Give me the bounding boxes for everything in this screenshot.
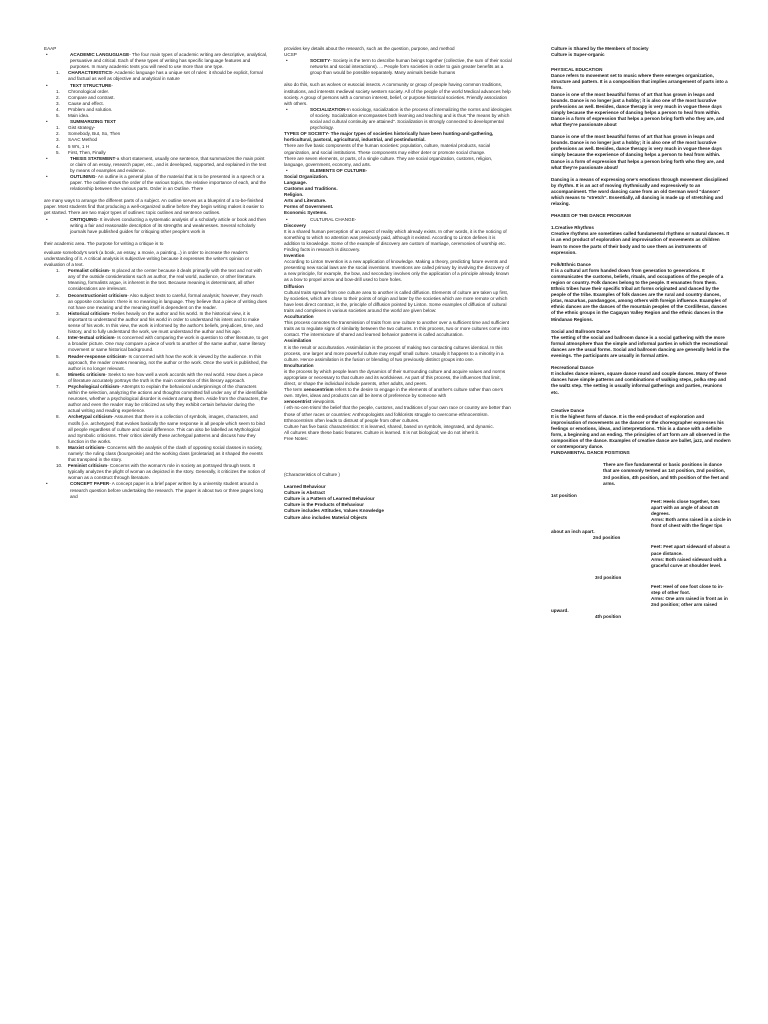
term: TYPES OF SOCIETY [284, 131, 328, 137]
section-heading: UCSP [284, 52, 297, 58]
item-description: - Is placed at the center because it deals primarily with the text and not with any of the outside considerations such as author, the real world, audience, or other literature. Meaning, formalists argue, is inherent in the text. Because meaning is determinant, all other considerations are irrelevant. [68, 268, 262, 292]
bold-line: Customs and Traditions. [284, 186, 338, 192]
item-description: First, Then, Finally [68, 149, 106, 155]
list-number: 5. [56, 353, 60, 359]
item-description: - Also subject texts to careful, formal analysis; however, they reach an opposite conclusion: there is no meaning in language. They believe that a piece of writing does not have one meaning and the meaning itself is dependent on the reader. [68, 292, 268, 310]
list-number: 3. [56, 100, 60, 106]
list-number: 4. [56, 335, 60, 341]
paragraph: Creative Dance [551, 407, 585, 413]
paragraph: Recreational Dance [551, 365, 594, 371]
item-description: - [111, 82, 113, 88]
item-title: Mimetic criticism [68, 371, 106, 377]
bullet-item [284, 217, 512, 223]
item-title: Reader-response criticism [68, 353, 126, 359]
item-title: OUTLINING [70, 173, 96, 179]
paragraph: Culture is Shared by the Members of Society [551, 46, 649, 51]
bullet-marker: • [46, 216, 48, 222]
paragraph: The setting of the social and ballroom dance is a social gathering with the more formal atmosphere than the simple and informal parties in which the recreational dances are the usual forms. Social and ballroom dancing are generally held in the evenings. The participants are usually in formal attire. [551, 334, 730, 359]
numbered-item [44, 372, 268, 384]
column-eaap [44, 46, 268, 500]
paragraph: It is the result or acculturation. Assimilation is the process of making two contacting cultures identical. In this process, one larger and more powerful culture may engulf small culture. Usually it happens to a minority in a culture. Hence assimilation is the fusion or blending of two previously distinct groups into one. [284, 344, 504, 362]
item-text [68, 335, 268, 353]
bold-line: Enculturation [284, 362, 314, 368]
paragraph: Dance is one of the most beautiful forms of art that has grown in leaps and bounds. Dance is no longer just a hobby; it is also one of the most lucrative professions as well. Besides, dance therapy is very much in vogue these days simply because the experience of dancing helps a person to heal from within. Dance is a form of expression that helps a person bring forth who they are, and what they're passionate about [551, 91, 725, 128]
column-ucsp [284, 46, 512, 521]
item-description: - It involves conducting a systematic analysis of a scholarly article or book and then writing a fair and reasonable description of its strengths and weaknesses. Several scholarly journals have published guides for critiquing other people's work in [70, 216, 267, 234]
numbered-item [44, 463, 268, 481]
position-description: Arms: Both raised sideward with a graceful curve at shoulder level. [651, 556, 727, 568]
paragraph: There are five basic components of the human societies: population, culture, material products, social organization, and social institutions. These components may either deter or promote social change. [284, 143, 491, 155]
paragraph: It is a shared human perception of an aspect of reality which already exists. In other words, it is the noticing of something to which no attention was previously paid, although it existed. According to Linton defines it is addition to knowledge. Some of the example of discovery are custom of marriage, ceremonies of worship etc. Finding facts in research is discovery. [284, 228, 507, 252]
item-description: - Seeks to see how well a work accords with the real world. How does a piece of literature accurately portrays the truth is the main contention of this literary approach. [68, 371, 264, 383]
paragraph: According to Linton Invention is a new application of knowledge. Making a theory, predicting future events and presenting new social laws are the social inventions. Inventions are called primary by involving the discovery of a new principle, for example, the bow, and secondary involves only the application of a principle already known as a bow to propel arrow and bow-drill used to bore holes. [284, 259, 510, 283]
paragraph: Dance refers to movement set to music where there emerges organization, structure and pattern. It is a composition that implies arrangement of parts into a form. [551, 73, 728, 91]
item-description: - Attempts to explain the behavioral underpinnings of the characters within the selection, analyzing the actions and thoughts committed fall under any of the identifiable neuroses, whether a psychological disorder is evident among them. Aside from the characters, the author and even the reader may be criticized as why they exhibit certain behavior during the actual writing and reading experience. [68, 383, 268, 414]
list-number: 5. [56, 149, 60, 155]
item-description: Problem and solution. [68, 106, 113, 112]
position-label: 4th position [595, 614, 622, 620]
paragraph [284, 387, 512, 399]
item-description: 5 W's, 1 H [68, 143, 90, 149]
definition: refers to the desire to engage in the elements of another's culture rather than one's own. Styles, ideas and products can all be items of preference by someone with [284, 387, 504, 399]
item-description: - Academic language has a unique set of rules: it should be explicit, formal and factual as well as objective and analytical in nature [68, 70, 263, 82]
term: xenocentrist [284, 399, 312, 405]
bullet-marker: • [46, 155, 48, 161]
paragraph: All cultures share these basic features. Culture is learned. It is not biological; we do not inherit it. [284, 429, 480, 435]
paragraph: Free Notes: [284, 435, 308, 441]
paragraph: are many ways to arrange the different parts of a subject. An outline serves as a blueprint of a to-be-finished paper. Most students find that producing a well-organized outline before they begin writing makes it easier to get started. There are two major types of outlines: topic outlines and sentence outlines. [44, 198, 264, 216]
bold-line: Assimilation [284, 338, 312, 344]
paragraph: Culture has five basic characteristics: It is learned, shared, based on symbols, integrated, and dynamic. [284, 423, 494, 429]
paragraph: FUNDAMENTAL DANCE POSITIONS [551, 450, 630, 456]
item-text [68, 445, 268, 463]
item-description: - Is concerned with comparing the work in question to other literature, to get a broader picture. One may compare a piece of work to another of the same author, same literary movement or same historical background. [68, 335, 268, 353]
item-title: SUMMARIZING TEXT [70, 119, 116, 125]
item-text [310, 168, 512, 174]
item-description: - The four main types of academic writing are descriptive, analytical, persuasive and critical. Each of these types of writing has specific language features and purposes. In many academic texts you will need to use more than one type. [70, 52, 268, 70]
bullet-item [44, 52, 268, 70]
paragraph: about an inch apart. [551, 529, 595, 535]
paragraph: / eth·no·cen·trism/ the belief that the people, customs, and traditions of your own race or country are better than those of other races or countries: Anthropologists and folklorists struggle to overcome ethnocentrism. Ethnocentrism often leads to distrust of people from other cultures. [284, 405, 511, 423]
bullet-marker: • [46, 481, 48, 487]
bullet-marker: • [46, 52, 48, 58]
item-description: - Society is the term to describe human beings together (collective, the sum of their social networks and social interactions). ... People form societies in order to gain greater benefits as a group than would be possible separately. Many animals beside humans [310, 58, 512, 76]
item-text [70, 52, 268, 70]
item-description: - Concerns with the analysis of the clash of opposing social classes in society, namely: the ruling class (bourgeoisie) and the working class (proletariat) as it shaped the events that transpired in the story. [68, 444, 263, 463]
item-title: CRITIQUING [70, 216, 98, 222]
item-description: CULTURAL CHANGE- [310, 216, 357, 222]
bullet-marker: • [46, 82, 48, 88]
item-title: ACADEMIC LANGUGUAGE [70, 52, 130, 58]
item-description: - An outline is a general plan of the material that is to be presented in a speech or a paper. The outline shows the order of the various topics, the relative importance of each, and the relationship between the various parts. Order in an Outline. There [70, 173, 267, 192]
list-number: 8. [56, 414, 60, 420]
item-title: SOCIALIZATION [310, 106, 346, 112]
position-description: Feet: Heel of one foot close to in-step of other foot. [651, 583, 724, 596]
paragraph: Cultural traits spread from one culture area to another is called diffusion. Elements of culture are taken up first, by societies, which are close to their points of origin and later by the societies which are more remote or which have less direct contract, is the, principle of diffusion pointed by Linton. Some examples of diffusion of cultural traits and complexes in various societies around the world are given below: [284, 289, 509, 313]
item-text [70, 217, 268, 235]
paragraph: evaluate somebody's work (a book, an essay, a movie, a painting...) in order to increase the reader's understanding of it. A critical analysis is subjective writing because it expresses the writer's opinion or evaluation of a text. [44, 249, 250, 268]
bold-line: Religion. [284, 192, 304, 198]
lead-text: The term [284, 387, 304, 393]
bold-line: Learned Behaviour [284, 484, 326, 490]
paragraph: upward. [551, 608, 569, 614]
bold-line: Arts and Literature. [284, 198, 327, 204]
paragraph: It is a cultural art form handed down from generation to generations. It communicates the customs, beliefs, rituals, and occupations of the people of a region or country. Folk dances belong to the people. It emanates from them. Ethnic tribes have their specific tribal art forms originated and danced by the people of the tribe. Examples of folk dances are the rural and country dances, jotas, mazurkas, pandanggos, among others with foreign influence. Examples of ethnic dances are the dances of the mountain peoples of the Cordilleras, dances of the ethnic groups in the Cagayan Valley Region and the ethnic dances in the Mindanao Regions. [551, 267, 727, 322]
list-number: 2. [56, 94, 60, 100]
paragraph: There are seven elements, or parts, of a single culture. They are social organization, customs, religion, language, government, economy, and arts. [284, 155, 493, 167]
list-number: 3. [56, 137, 60, 143]
item-description: -In sociology, socialization is the process of internalizing the norms and ideologies of society. Socialization encompasses both learning and teaching and is thus "the means by which social and cultural continuity are attained". Socialization is strongly connected to developmental psychology. [310, 106, 512, 131]
item-description: - A concept paper is a brief paper written by a university student around a research question before undertaking the research. The paper is about two or three pages long and [70, 481, 263, 499]
paragraph: Social and Ballroom Dance [551, 328, 611, 334]
numbered-item [44, 414, 268, 444]
item-text [70, 156, 268, 174]
position-description: Feet: Feet apart sideward of about a pace distance. [651, 544, 730, 556]
bullet-item [284, 107, 512, 131]
item-description: Chronological order. [68, 88, 110, 94]
item-text [310, 58, 512, 76]
item-text [68, 268, 268, 292]
bold-line: Economic Systems. [284, 210, 328, 216]
term: xenocentrism [303, 387, 334, 393]
paragraph: It is the highest form of dance. It is the end-product of exploration and improvisation of movements as the dancer or the choreographer expresses his feelings or emotions, ideas, and interpretations. This is a dance with a definite form, a beginning and an ending. The principles of art form are all observed in the composition of the dance. Examples of creative dance are ballet, jazz, and modern or contemporary dance. [551, 413, 731, 450]
item-text [68, 463, 268, 481]
position-description: Arms: Both arms raised in a circle in front of chest with the finger tips [651, 517, 731, 529]
paragraph: their academic area. The purpose for writing a critique is to [44, 240, 164, 246]
definition: viewpoints. [311, 399, 336, 405]
numbered-item [44, 384, 268, 414]
bold-line: Culture also includes Material Objects [284, 514, 368, 520]
list-number: 3. [56, 310, 60, 316]
item-text [68, 384, 268, 414]
item-text [70, 481, 268, 499]
item-title: SOCIETY [310, 58, 331, 64]
item-title: Psychological criticism [68, 383, 120, 389]
bullet-item [284, 168, 512, 174]
bold-line: Culture includes Attitudes, Values Knowledge [284, 508, 384, 514]
item-title: Historical criticism [68, 310, 110, 316]
list-number: 4. [56, 106, 60, 112]
bullet-item [284, 58, 512, 76]
item-description: - Relies heavily on the author and his world. In the historical view, it is important to understand the author and his world in order to understand his intent and to make sense of his work. In this view, the work is informed by the author's beliefs, prejudices, time, and history, and to fully understand the work, we must understand the author and his age. [68, 310, 263, 335]
bold-line: Language. [284, 179, 307, 185]
bullet-marker: • [46, 173, 48, 179]
paragraph: PHYSICAL EDUCATION [551, 67, 603, 73]
bullet-marker: • [46, 119, 48, 125]
numbered-item [44, 268, 268, 292]
item-text [68, 372, 268, 384]
bullet-item [44, 174, 268, 192]
item-title: Formalist criticism [68, 268, 109, 274]
list-number: 1. [56, 70, 60, 76]
item-title: Deconstructionist criticism [68, 292, 128, 298]
bold-line: Discovery [284, 222, 306, 228]
paragraph: 1st position [551, 492, 577, 498]
item-description: -a short statement, usually one sentence, that summarizes the main point or claim of an essay, research paper, etc., and is developed, supported, and explained in the text by means of examples and evidence. [70, 155, 267, 173]
paragraph: Creative rhythms are sometimes called fundamental rhythms or natural dances. It is an end product of exploration and improvisation of movements as children learn to move the parts of their body and to use them as instruments of expression. [551, 231, 730, 255]
numbered-item [44, 293, 268, 311]
bullet-item [44, 156, 268, 174]
item-description: Gist strategy- [68, 125, 96, 131]
list-number: 1. [56, 88, 60, 94]
item-description: Somebody, But, So, Then [68, 131, 121, 137]
list-number: 9. [56, 444, 60, 450]
column-physical-education [551, 46, 731, 621]
item-title: Archetypal criticism [68, 414, 112, 420]
bullet-item [44, 217, 268, 235]
item-description: - Is concerned with how the work is viewed by the audience. In this approach, the reader creates meaning, not the author or the work. Once the work is published, the author is no longer relevant. [68, 353, 268, 371]
paragraph: (Characteristics of Culture ) [284, 472, 340, 477]
list-number: 6. [56, 371, 60, 377]
item-description: - Concerns with the woman's role in society as portrayed through texts. It typically analyzes the plight of woman as depicted in the story. Generally, it criticizes the notion of woman as a construct through literature. [68, 463, 266, 481]
paragraph: It includes dance mixers, square dance round and couple dances. Many of these dances have simple patterns and combinations of walking steps, polka step and the waltz step. The setting is usually informal gatherings and parties, reunions etc. [551, 371, 727, 395]
item-title: THESIS STATEMENT [70, 155, 116, 161]
paragraph: Folk/Ethnic Dance [551, 261, 591, 267]
paragraph: Dance is one of the most beautiful forms of art that has grown in leaps and bounds. Dance is no longer just a hobby; it is also one of the most lucrative professions as well. Besides, dance therapy is very much in vogue these days simply because the experience of dancing helps a person to heal from within. Dance is a form of expression that helps a person bring forth who they are, and what they're passionate about/ [551, 134, 725, 170]
list-number: 4. [56, 143, 60, 149]
numbered-item [44, 445, 268, 463]
bold-line: Forms of Government. [284, 204, 334, 210]
bold-line: Invention [284, 253, 305, 259]
numbered-item [44, 70, 268, 82]
indented-paragraph: There are five fundamental or basic positions in dance that are commonly termed as 1st position, 2nd position, 3rd position, 4th position, and 5th position of the feet and arms. [603, 462, 729, 486]
item-text [70, 174, 268, 192]
item-text [68, 293, 268, 311]
paragraph: This process connotes the transmission of traits from one culture to another over a sufficient time and sufficient traits as to regulate signs of similarity between the two cultures. In this process, two or more cultures come into contact. The intermixture of shared and learned behavior patterns is called acculturation. [284, 320, 510, 338]
item-title: CHARACTERISTICS [68, 70, 112, 76]
item-text [68, 311, 268, 335]
paragraph: Culture is Super-organic [551, 52, 605, 58]
position-label: 3rd position [595, 574, 622, 580]
list-number: 10. [56, 463, 63, 469]
bullet-item [44, 481, 268, 499]
position-description: Arms: One arm raised in front as in 2nd position; other arm raised [651, 596, 728, 608]
item-description: Main idea. [68, 113, 90, 119]
bullet-marker: • [286, 58, 288, 64]
paragraph: 1.Creative Rhythms [551, 225, 594, 231]
section-heading: EAAP [44, 46, 57, 51]
item-title: Inter-textual criticism [68, 335, 115, 341]
paragraph: PHASES OF THE DANCE PROGRAM [551, 213, 631, 219]
paragraph: provides key details about the research, such as the question, purpose, and method [284, 46, 455, 51]
item-title: Marxist criticism [68, 444, 105, 450]
list-number: 7. [56, 383, 60, 389]
item-title: CONCEPT PAPER [70, 481, 110, 487]
bullet-marker: • [286, 167, 288, 173]
numbered-item [44, 354, 268, 372]
list-number: 2. [56, 131, 60, 137]
bold-line: Social Organization. [284, 173, 329, 179]
item-title: TEXT STRUCTURE [70, 82, 112, 88]
item-title: ELEMENTS OF CULTURE- [310, 167, 368, 173]
item-text [68, 70, 268, 82]
numbered-item [44, 311, 268, 335]
list-number: 1. [56, 268, 60, 274]
bold-line: Diffusion [284, 283, 304, 289]
bold-line: Culture is the Products of Behaviour [284, 502, 364, 508]
bullet-marker: • [286, 106, 288, 112]
numbered-item [44, 335, 268, 353]
item-text [68, 354, 268, 372]
item-text [68, 414, 268, 444]
bold-line: Culture is Abstract [284, 490, 325, 496]
list-number: 1. [56, 125, 60, 131]
bold-line: Acculturation [284, 314, 314, 320]
list-number: 5. [56, 113, 60, 119]
item-text [310, 107, 512, 131]
position-label: 2nd position [593, 535, 621, 541]
item-title: Feminist criticism [68, 463, 108, 469]
paragraph [284, 131, 512, 143]
paragraph: is the process by which people learn the dynamics of their surrounding culture and acquire values and norms appropriate or necessary to that culture and its worldviews. As part of this process, the influences that limit, direct, or shape the individual include parents, other adults, and peers. [284, 368, 506, 387]
position-description: Feet: Heels close together, toes apart with an angle of about 45 degrees. [651, 498, 720, 516]
bullet-marker: • [286, 216, 288, 222]
list-number: 2. [56, 292, 60, 298]
item-description: Cause and effect. [68, 100, 104, 106]
definition: - The major types of societies historically have been hunting-and-gathering, horticultural, pastoral, agricultural, industrial, and postindustrial. [284, 131, 494, 143]
bold-line: Culture is a Pattern of Learned Behaviour [284, 496, 375, 502]
item-description: - Assumes that there is a collection of symbols, images, characters, and motifs (i.e. archetypes) that evokes basically the same response in all people which seem to bind all people regardless of culture and social difference. This can also be labelled as Mythological and Symbolic criticisms. Their critics identify these archetypal patterns and discuss how they function in the works. [68, 414, 265, 444]
item-text [310, 217, 512, 223]
item-description: SAAC Method [68, 137, 98, 143]
paragraph: also do this, such as wolves or eusocial insects. A community or group of people having common traditions, institutions, and interests medieval society western society. All of the people of the world Medical advances help society. A group of persons with a common interest, belief, or purpose historical societies. Friendly association with others. [284, 82, 511, 106]
paragraph: Dancing is a means of expressing one's emotions through movement disciplined by rhythm. It is an act of moving rhythmically and expressively to an accompaniment. The word dancing came from an old German word "danson" which means to "stretch". Essentially, all dancing is made up of stretching and relaxing. [551, 176, 728, 207]
item-description: Compare and contrast. [68, 94, 115, 100]
